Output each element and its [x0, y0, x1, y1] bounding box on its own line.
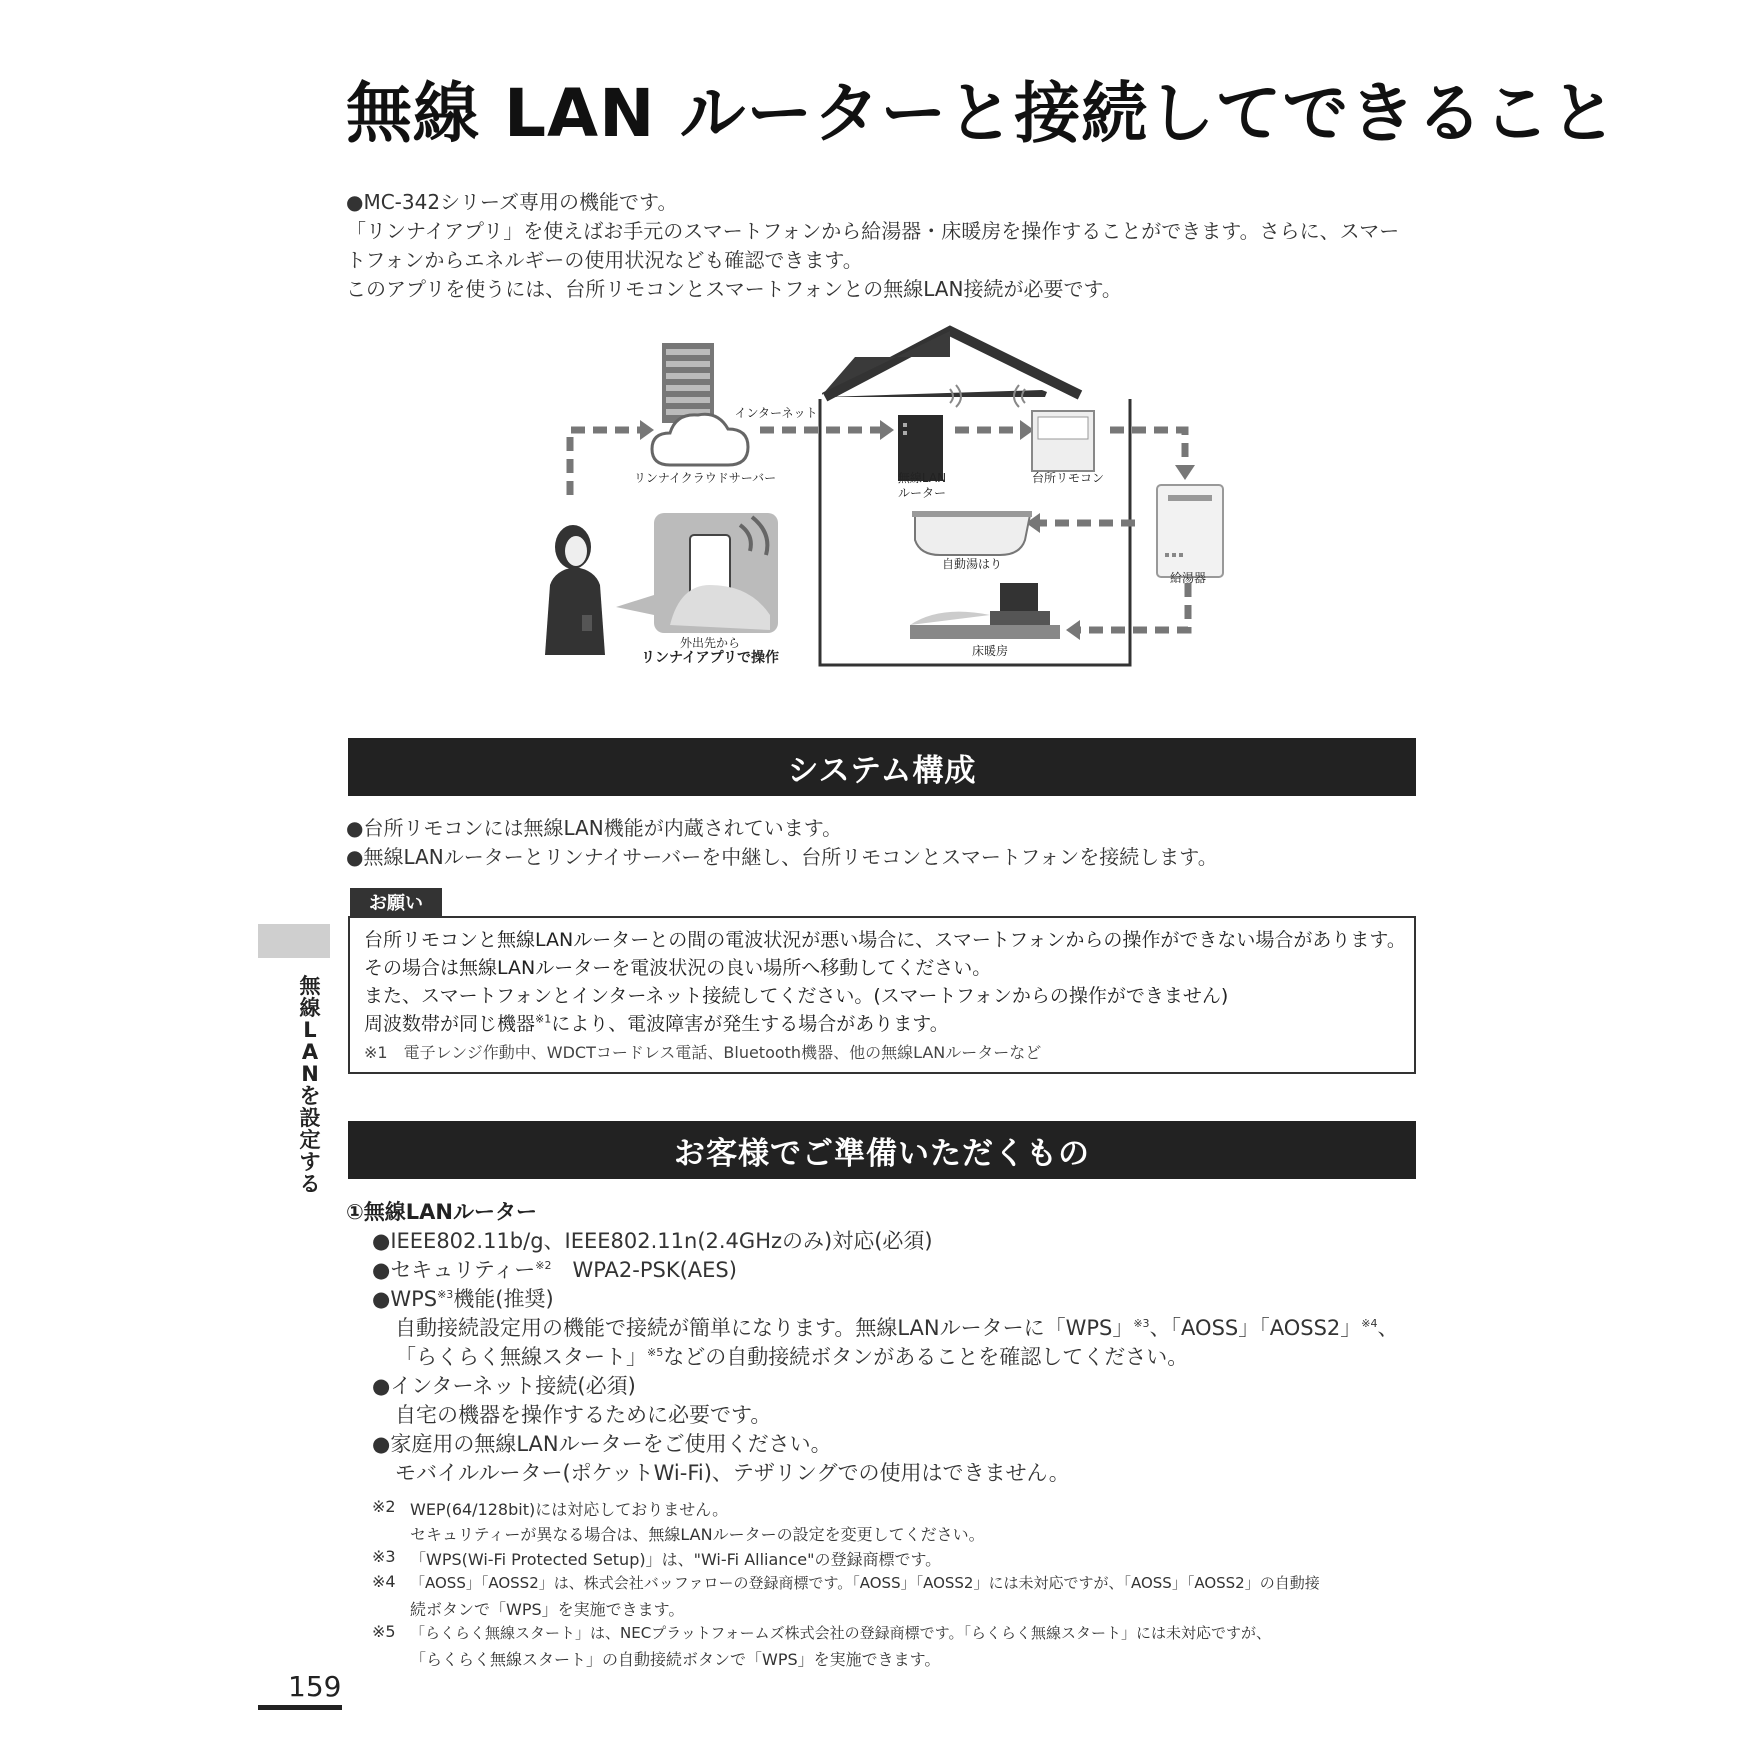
page-title: 無線 LAN ルーターと接続してできること: [346, 75, 1618, 152]
floor-heating-icon: [910, 583, 1060, 639]
bathtub-icon: [912, 511, 1032, 555]
side-chapter-label: 無線LANを設定する: [299, 974, 321, 1196]
router-label-2: ルーター: [897, 486, 947, 500]
bath-label: 自動湯はり: [941, 557, 1003, 571]
floor-label: 床暖房: [971, 644, 1009, 658]
prepare-bullet-4: ●インターネット接続(必須): [372, 1374, 636, 1398]
router-icon: [898, 385, 961, 481]
notice-line-2: その場合は無線LANルーターを電波状況の良い場所へ移動してください。: [364, 957, 992, 979]
water-heater-icon: [1157, 485, 1223, 577]
footnote-4-line-1: 「AOSS」「AOSS2」は、株式会社バッファローの登録商標です。「AOSS」「AOSS2」には未対応ですが、「AOSS」「AOSS2」の自動接: [410, 1574, 1320, 1592]
page-number-underline: [258, 1705, 342, 1710]
footnote-3-mark: ※3: [372, 1547, 396, 1566]
notice-line-3: また、スマートフォンとインターネット接続してください。(スマートフォンからの操作ができません): [364, 985, 1229, 1007]
person-with-phone-icon: [545, 525, 605, 655]
footnote-2-line-1: WEP(64/128bit)には対応しておりません。: [410, 1500, 729, 1519]
intro-line-2: 「リンナイアプリ」を使えばお手元のスマートフォンから給湯器・床暖房を操作することができます。さらに、スマー: [346, 219, 1400, 243]
notice-tab: お願い: [350, 888, 442, 916]
prepare-bullet-2: ●セキュリティー$^{※2}$ WPA2-PSK(AES): [372, 1258, 737, 1282]
page-number: 159: [288, 1670, 342, 1703]
server-icon: [662, 343, 714, 423]
prepare-bullet-3: ●WPS$^{※3}$機能(推奨): [372, 1287, 554, 1311]
system-bullet-2: ●無線LANルーターとリンナイサーバーを中継し、台所リモコンとスマートフォンを接続します。: [346, 845, 1218, 869]
footnote-2-line-2: セキュリティーが異なる場合は、無線LANルーターの設定を変更してください。: [410, 1525, 985, 1544]
footnote-4-line-2: 続ボタンで「WPS」を実施できます。: [410, 1600, 685, 1619]
prepare-bullet-5: ●家庭用の無線LANルーターをご使用ください。: [372, 1432, 832, 1456]
footnote-5-line-1: 「らくらく無線スタート」は、NECプラットフォームズ株式会社の登録商標です。「らくらく無線スタート」には未対応ですが、: [410, 1624, 1271, 1642]
internet-label: インターネット: [734, 406, 818, 420]
side-tab-marker: [258, 924, 330, 958]
server-label: リンナイクラウドサーバー: [633, 471, 777, 485]
system-illustration: [520, 325, 1240, 680]
intro-line-1: ●MC-342シリーズ専用の機能です。: [346, 190, 678, 214]
footnote-5-line-2: 「らくらく無線スタート」の自動接続ボタンで「WPS」を実施できます。: [410, 1650, 941, 1669]
prepare-bullet-3-desc-1: 自動接続設定用の機能で接続が簡単になります。無線LANルーターに「WPS」$^{※3}$、「AOSS」「AOSS2」$^{※4}$、: [395, 1316, 1399, 1340]
footnote-2-mark: ※2: [372, 1497, 396, 1516]
notice-footnote: ※1 電子レンジ作動中、WDCTコードレス電話、Bluetooth機器、他の無線LANルーターなど: [364, 1043, 1042, 1062]
prepare-bullet-3-desc-2: 「らくらく無線スタート」$^{※5}$などの自動接続ボタンがあることを確認してください。: [395, 1345, 1189, 1369]
app-label-1: 外出先から: [679, 636, 741, 650]
intro-line-3: トフォンからエネルギーの使用状況なども確認できます。: [346, 248, 863, 272]
heater-label: 給湯器: [1169, 571, 1207, 585]
prepare-bullet-5-desc: モバイルルーター(ポケットWi-Fi)、テザリングでの使用はできません。: [395, 1461, 1070, 1485]
system-bullet-1: ●台所リモコンには無線LAN機能が内蔵されています。: [346, 816, 843, 840]
footnote-3-line-1: 「WPS(Wi-Fi Protected Setup)」は、"Wi-Fi Alliance"の登録商標です。: [410, 1550, 942, 1569]
prepare-bullet-4-desc: 自宅の機器を操作するために必要です。: [395, 1403, 772, 1427]
notice-line-1: 台所リモコンと無線LANルーターとの間の電波状況が悪い場合に、スマートフォンからの操作ができない場合があります。: [364, 929, 1406, 951]
footnote-5-mark: ※5: [372, 1622, 396, 1641]
section-heading-prepare: お客様でご準備いただくもの: [348, 1121, 1416, 1179]
remote-label: 台所リモコン: [1031, 471, 1105, 485]
prepare-bullet-1: ●IEEE802.11b/g、IEEE802.11n(2.4GHzのみ)対応(必須): [372, 1229, 933, 1253]
app-label-2: リンナイアプリで操作: [640, 650, 780, 666]
notice-line-4: 周波数帯が同じ機器$^{※1}$により、電波障害が発生する場合があります。: [364, 1012, 949, 1035]
router-label-1: 無線LAN: [897, 471, 947, 485]
prepare-item-title: ①無線LANルーター: [346, 1200, 537, 1224]
footnote-4-mark: ※4: [372, 1572, 396, 1591]
section-heading-system: システム構成: [348, 738, 1416, 796]
intro-line-4: このアプリを使うには、台所リモコンとスマートフォンとの無線LAN接続が必要です。: [346, 277, 1122, 301]
smartphone-app-icon: [616, 513, 778, 633]
